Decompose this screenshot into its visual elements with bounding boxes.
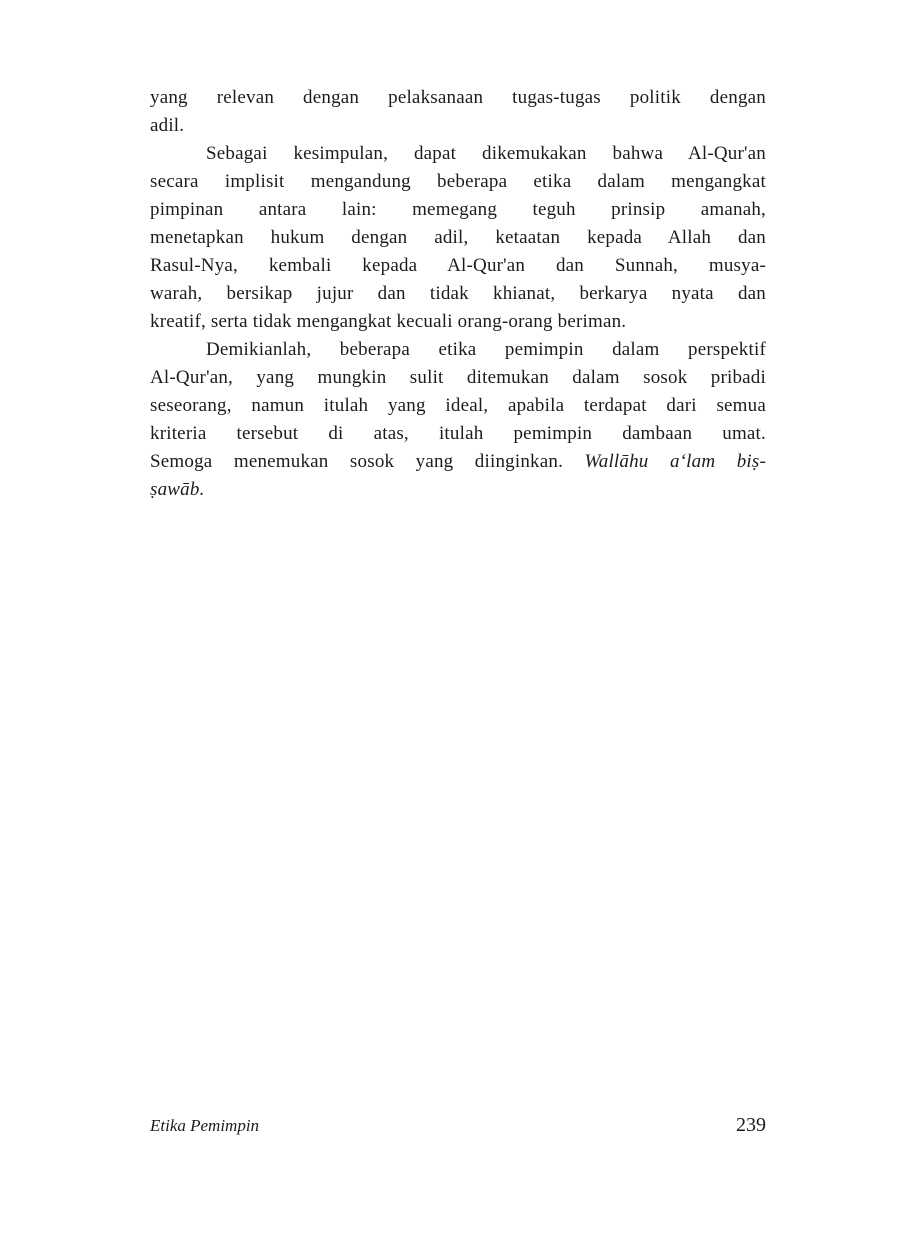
text-run: Sebagai kesimpulan, dapat dikemukakan bahwa Al-Qur'an xyxy=(206,143,766,164)
text-run: warah, bersikap jujur dan tidak khianat, berkarya nyata dan xyxy=(150,283,766,304)
text-run: yang relevan dengan pelaksanaan tugas-tugas politik dengan xyxy=(150,87,766,108)
text-line xyxy=(150,364,766,392)
text-run: Demikianlah, beberapa etika pemimpin dalam perspektif xyxy=(206,339,766,360)
text-line xyxy=(150,392,766,420)
text-line xyxy=(150,168,766,196)
text-run: kriteria tersebut di atas, itulah pemimpin dambaan umat. xyxy=(150,423,766,444)
text-line xyxy=(150,308,766,336)
text-run: seseorang, namun itulah yang ideal, apabila terdapat dari semua xyxy=(150,395,766,416)
text-line xyxy=(150,280,766,308)
running-footer-title: Etika Pemimpin xyxy=(150,1116,260,1135)
text-run: secara implisit mengandung beberapa etika dalam mengangkat xyxy=(150,171,766,192)
text-line xyxy=(150,140,766,168)
paragraph xyxy=(150,140,766,336)
text-line xyxy=(150,448,766,476)
text-line xyxy=(150,224,766,252)
body-text xyxy=(150,84,766,504)
text-line xyxy=(150,112,766,140)
text-line xyxy=(150,476,766,504)
text-line xyxy=(150,252,766,280)
text-run: kreatif, serta tidak mengangkat kecuali orang-orang beriman. xyxy=(150,311,627,332)
paragraph xyxy=(150,84,766,140)
text-run: Semoga menemukan sosok yang diinginkan. xyxy=(150,451,585,472)
text-run: Al-Qur'an, yang mungkin sulit ditemukan dalam sosok pribadi xyxy=(150,367,766,388)
page-number: 239 xyxy=(736,1114,766,1136)
text-line xyxy=(150,84,766,112)
text-run: adil. xyxy=(150,115,185,136)
text-line xyxy=(150,420,766,448)
text-line xyxy=(150,336,766,364)
text-line xyxy=(150,196,766,224)
footer xyxy=(150,1112,766,1142)
paragraph xyxy=(150,336,766,504)
italic-text-run: Wallāhu aʻlam biṣ- xyxy=(584,451,766,472)
italic-text-run: ṣawāb. xyxy=(150,479,205,500)
text-run: menetapkan hukum dengan adil, ketaatan kepada Allah dan xyxy=(150,227,766,248)
text-run: Rasul-Nya, kembali kepada Al-Qur'an dan Sunnah, musya- xyxy=(150,255,766,276)
text-run: pimpinan antara lain: memegang teguh prinsip amanah, xyxy=(150,199,766,220)
